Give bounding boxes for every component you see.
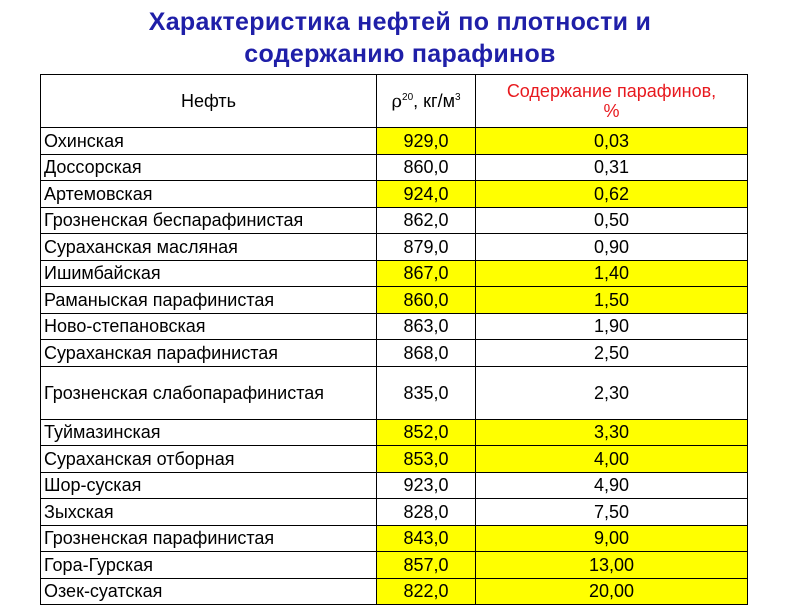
paraffin-cell: 0,03 bbox=[476, 128, 748, 155]
oil-name-cell: Сураханская масляная bbox=[41, 234, 377, 261]
density-cell: 857,0 bbox=[377, 552, 476, 579]
table-row bbox=[41, 419, 748, 446]
density-cell: 860,0 bbox=[377, 287, 476, 314]
oil-name-cell: Артемовская bbox=[41, 181, 377, 208]
density-cell: 860,0 bbox=[377, 154, 476, 181]
title-line-1: Характеристика нефтей по плотности и bbox=[148, 8, 652, 36]
density-cell: 863,0 bbox=[377, 313, 476, 340]
table-row bbox=[41, 472, 748, 499]
oil-name-cell: Зыхская bbox=[41, 499, 377, 526]
paraffin-cell: 13,00 bbox=[476, 552, 748, 579]
density-cell: 879,0 bbox=[377, 234, 476, 261]
density-cell: 835,0 bbox=[377, 366, 476, 419]
oil-name-cell: Туймазинская bbox=[41, 419, 377, 446]
oil-name-cell: Грозненская беспарафинистая bbox=[41, 207, 377, 234]
oil-name-cell: Грозненская слабопарафинистая bbox=[41, 366, 377, 419]
paraffin-cell: 1,90 bbox=[476, 313, 748, 340]
table-row bbox=[41, 287, 748, 314]
paraffin-cell: 2,50 bbox=[476, 340, 748, 367]
table-row bbox=[41, 313, 748, 340]
density-cell: 843,0 bbox=[377, 525, 476, 552]
paraffin-cell: 4,90 bbox=[476, 472, 748, 499]
density-cell: 853,0 bbox=[377, 446, 476, 473]
header-density bbox=[377, 75, 476, 128]
oil-characteristics-table bbox=[40, 74, 748, 605]
density-temperature: 20 bbox=[402, 91, 414, 103]
paraffin-cell: 9,00 bbox=[476, 525, 748, 552]
density-cell: 924,0 bbox=[377, 181, 476, 208]
paraffin-cell: 0,50 bbox=[476, 207, 748, 234]
density-unit: , кг/м bbox=[413, 90, 455, 111]
table-row bbox=[41, 181, 748, 208]
oil-name-cell: Озек-суатская bbox=[41, 578, 377, 605]
header-oil: Нефть bbox=[41, 75, 377, 128]
paraffin-cell: 7,50 bbox=[476, 499, 748, 526]
paraffin-cell: 1,50 bbox=[476, 287, 748, 314]
oil-name-cell: Ишимбайская bbox=[41, 260, 377, 287]
paraffin-cell: 1,40 bbox=[476, 260, 748, 287]
header-paraffin-line-1: Содержание парафинов, bbox=[506, 81, 717, 101]
paraffin-cell: 20,00 bbox=[476, 578, 748, 605]
oil-name-cell: Сураханская отборная bbox=[41, 446, 377, 473]
oil-name-cell: Охинская bbox=[41, 128, 377, 155]
table-header-row bbox=[41, 75, 748, 128]
table-row bbox=[41, 366, 748, 419]
table-row bbox=[41, 525, 748, 552]
paraffin-cell: 4,00 bbox=[476, 446, 748, 473]
oil-name-cell: Ново-степановская bbox=[41, 313, 377, 340]
paraffin-cell: 0,31 bbox=[476, 154, 748, 181]
paraffin-cell: 0,62 bbox=[476, 181, 748, 208]
oil-name-cell: Шор-суская bbox=[41, 472, 377, 499]
table-row bbox=[41, 154, 748, 181]
density-cell: 862,0 bbox=[377, 207, 476, 234]
header-paraffin bbox=[476, 75, 748, 128]
oil-name-cell: Доссорская bbox=[41, 154, 377, 181]
paraffin-cell: 0,90 bbox=[476, 234, 748, 261]
page-title bbox=[0, 6, 800, 70]
oil-name-cell: Гора-Гурская bbox=[41, 552, 377, 579]
table-row bbox=[41, 234, 748, 261]
density-unit-power: 3 bbox=[454, 91, 461, 103]
table-row bbox=[41, 128, 748, 155]
oil-name-cell: Раманыская парафинистая bbox=[41, 287, 377, 314]
table-row bbox=[41, 446, 748, 473]
table-row bbox=[41, 499, 748, 526]
density-cell: 929,0 bbox=[377, 128, 476, 155]
table-row bbox=[41, 552, 748, 579]
title-line-2: содержанию парафинов bbox=[244, 40, 556, 68]
header-paraffin-line-2: % bbox=[603, 101, 620, 121]
oil-name-cell: Грозненская парафинистая bbox=[41, 525, 377, 552]
table-row bbox=[41, 340, 748, 367]
density-cell: 867,0 bbox=[377, 260, 476, 287]
density-cell: 852,0 bbox=[377, 419, 476, 446]
table-row bbox=[41, 578, 748, 605]
table-row bbox=[41, 207, 748, 234]
table-body bbox=[41, 128, 748, 605]
density-cell: 822,0 bbox=[377, 578, 476, 605]
table-row bbox=[41, 260, 748, 287]
density-symbol: ρ bbox=[391, 90, 403, 112]
density-cell: 868,0 bbox=[377, 340, 476, 367]
oil-name-cell: Сураханская парафинистая bbox=[41, 340, 377, 367]
paraffin-cell: 3,30 bbox=[476, 419, 748, 446]
density-cell: 923,0 bbox=[377, 472, 476, 499]
density-cell: 828,0 bbox=[377, 499, 476, 526]
paraffin-cell: 2,30 bbox=[476, 366, 748, 419]
